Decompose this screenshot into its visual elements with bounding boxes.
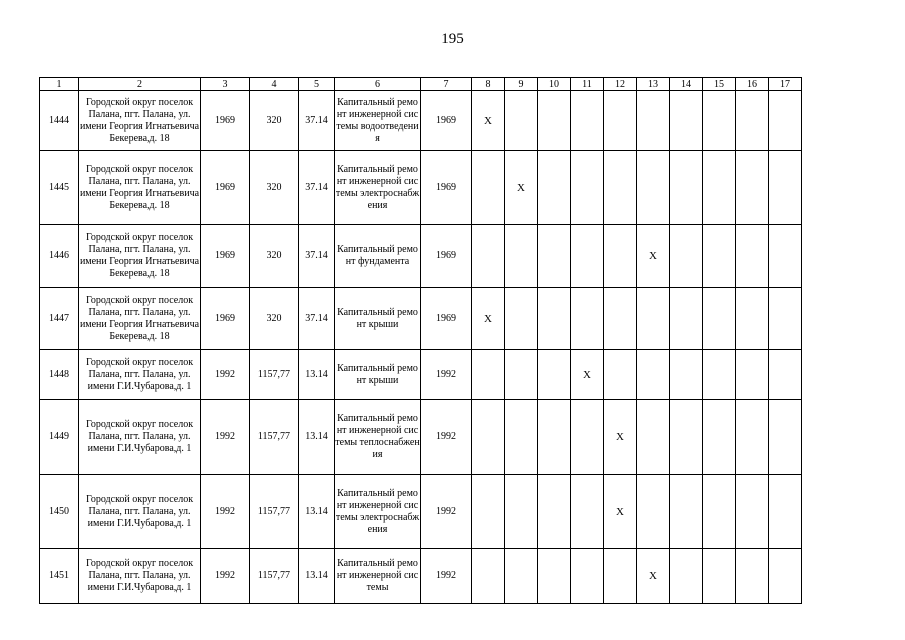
- empty-cell: [736, 225, 769, 288]
- empty-cell: [670, 151, 703, 225]
- area-cell: 320: [250, 225, 299, 288]
- area-cell: 320: [250, 91, 299, 151]
- empty-cell: [736, 288, 769, 350]
- empty-cell: [703, 350, 736, 400]
- mark-cell: X: [637, 549, 670, 604]
- empty-cell: [538, 288, 571, 350]
- data-table: [39, 77, 802, 604]
- work-type-cell: Капитальный ремонт инженерной системы водоотведения: [335, 91, 421, 151]
- empty-cell: [571, 549, 604, 604]
- empty-cell: [538, 549, 571, 604]
- empty-cell: [670, 350, 703, 400]
- column-header-17: 17: [769, 78, 802, 91]
- empty-cell: [637, 350, 670, 400]
- column-header-16: 16: [736, 78, 769, 91]
- empty-cell: [571, 288, 604, 350]
- empty-cell: [472, 549, 505, 604]
- empty-cell: [736, 350, 769, 400]
- empty-cell: [670, 475, 703, 549]
- table-row: [40, 400, 802, 475]
- table-body: [40, 78, 802, 604]
- empty-cell: [472, 225, 505, 288]
- empty-cell: [637, 91, 670, 151]
- empty-cell: [571, 151, 604, 225]
- area-cell: 320: [250, 288, 299, 350]
- empty-cell: [637, 400, 670, 475]
- row-id: 1445: [40, 151, 79, 225]
- empty-cell: [505, 475, 538, 549]
- year-built-cell: 1969: [201, 288, 250, 350]
- empty-cell: [769, 549, 802, 604]
- empty-cell: [538, 225, 571, 288]
- work-type-cell: Капитальный ремонт крыши: [335, 350, 421, 400]
- empty-cell: [604, 91, 637, 151]
- wear-cell: 37.14: [299, 288, 335, 350]
- address-cell: Городской округ поселок Палана, пгт. Палана, ул. имени Г.И.Чубарова,д. 1: [79, 475, 201, 549]
- address-cell: Городской округ поселок Палана, пгт. Палана, ул. имени Георгия Игнатьевича Бекерева,д. 18: [79, 91, 201, 151]
- empty-cell: [637, 151, 670, 225]
- empty-cell: [571, 400, 604, 475]
- empty-cell: [505, 350, 538, 400]
- address-cell: Городской округ поселок Палана, пгт. Палана, ул. имени Г.И.Чубарова,д. 1: [79, 350, 201, 400]
- empty-cell: [703, 549, 736, 604]
- row-id: 1450: [40, 475, 79, 549]
- wear-cell: 37.14: [299, 225, 335, 288]
- empty-cell: [505, 400, 538, 475]
- empty-cell: [769, 91, 802, 151]
- empty-cell: [571, 225, 604, 288]
- column-header-4: 4: [250, 78, 299, 91]
- year-built-cell: 1992: [201, 400, 250, 475]
- empty-cell: [769, 400, 802, 475]
- empty-cell: [769, 225, 802, 288]
- table-header-row: [40, 78, 802, 91]
- empty-cell: [472, 151, 505, 225]
- empty-cell: [769, 475, 802, 549]
- empty-cell: [670, 91, 703, 151]
- table-row: [40, 151, 802, 225]
- empty-cell: [571, 91, 604, 151]
- area-cell: 1157,77: [250, 475, 299, 549]
- table-row: [40, 288, 802, 350]
- address-cell: Городской округ поселок Палана, пгт. Палана, ул. имени Георгия Игнатьевича Бекерева,д. 18: [79, 151, 201, 225]
- row-id: 1451: [40, 549, 79, 604]
- column-header-3: 3: [201, 78, 250, 91]
- empty-cell: [769, 288, 802, 350]
- empty-cell: [769, 151, 802, 225]
- year-cell: 1969: [421, 151, 472, 225]
- empty-cell: [604, 549, 637, 604]
- address-cell: Городской округ поселок Палана, пгт. Палана, ул. имени Г.И.Чубарова,д. 1: [79, 549, 201, 604]
- year-built-cell: 1992: [201, 549, 250, 604]
- empty-cell: [736, 549, 769, 604]
- year-built-cell: 1992: [201, 350, 250, 400]
- empty-cell: [505, 549, 538, 604]
- year-cell: 1992: [421, 549, 472, 604]
- mark-cell: X: [472, 288, 505, 350]
- area-cell: 1157,77: [250, 549, 299, 604]
- empty-cell: [703, 225, 736, 288]
- work-type-cell: Капитальный ремонт инженерной системы электроснабжения: [335, 151, 421, 225]
- year-built-cell: 1969: [201, 91, 250, 151]
- table-row: [40, 549, 802, 604]
- year-cell: 1992: [421, 350, 472, 400]
- empty-cell: [769, 350, 802, 400]
- work-type-cell: Капитальный ремонт инженерной системы электроснабжения: [335, 475, 421, 549]
- table-row: [40, 91, 802, 151]
- year-cell: 1969: [421, 288, 472, 350]
- empty-cell: [670, 288, 703, 350]
- mark-cell: X: [637, 225, 670, 288]
- address-cell: Городской округ поселок Палана, пгт. Палана, ул. имени Георгия Игнатьевича Бекерева,д. 18: [79, 225, 201, 288]
- page-number: 195: [441, 31, 464, 47]
- empty-cell: [472, 400, 505, 475]
- work-type-cell: Капитальный ремонт крыши: [335, 288, 421, 350]
- empty-cell: [670, 549, 703, 604]
- empty-cell: [571, 475, 604, 549]
- empty-cell: [703, 475, 736, 549]
- mark-cell: X: [571, 350, 604, 400]
- empty-cell: [637, 475, 670, 549]
- column-header-13: 13: [637, 78, 670, 91]
- column-header-14: 14: [670, 78, 703, 91]
- empty-cell: [604, 350, 637, 400]
- column-header-7: 7: [421, 78, 472, 91]
- year-cell: 1992: [421, 400, 472, 475]
- empty-cell: [736, 400, 769, 475]
- row-id: 1446: [40, 225, 79, 288]
- mark-cell: X: [604, 400, 637, 475]
- empty-cell: [538, 350, 571, 400]
- year-cell: 1992: [421, 475, 472, 549]
- area-cell: 1157,77: [250, 400, 299, 475]
- column-header-9: 9: [505, 78, 538, 91]
- wear-cell: 13.14: [299, 549, 335, 604]
- empty-cell: [538, 91, 571, 151]
- empty-cell: [670, 400, 703, 475]
- empty-cell: [505, 288, 538, 350]
- year-built-cell: 1992: [201, 475, 250, 549]
- address-cell: Городской округ поселок Палана, пгт. Палана, ул. имени Г.И.Чубарова,д. 1: [79, 400, 201, 475]
- work-type-cell: Капитальный ремонт инженерной системы: [335, 549, 421, 604]
- wear-cell: 13.14: [299, 400, 335, 475]
- empty-cell: [472, 475, 505, 549]
- table-row: [40, 475, 802, 549]
- row-id: 1449: [40, 400, 79, 475]
- empty-cell: [538, 400, 571, 475]
- empty-cell: [736, 91, 769, 151]
- column-header-12: 12: [604, 78, 637, 91]
- row-id: 1448: [40, 350, 79, 400]
- empty-cell: [604, 151, 637, 225]
- mark-cell: X: [505, 151, 538, 225]
- empty-cell: [637, 288, 670, 350]
- empty-cell: [505, 91, 538, 151]
- address-cell: Городской округ поселок Палана, пгт. Палана, ул. имени Георгия Игнатьевича Бекерева,д. 18: [79, 288, 201, 350]
- area-cell: 1157,77: [250, 350, 299, 400]
- empty-cell: [736, 151, 769, 225]
- empty-cell: [538, 151, 571, 225]
- empty-cell: [505, 225, 538, 288]
- wear-cell: 37.14: [299, 151, 335, 225]
- year-built-cell: 1969: [201, 225, 250, 288]
- year-cell: 1969: [421, 225, 472, 288]
- empty-cell: [538, 475, 571, 549]
- area-cell: 320: [250, 151, 299, 225]
- wear-cell: 13.14: [299, 475, 335, 549]
- empty-cell: [604, 225, 637, 288]
- year-built-cell: 1969: [201, 151, 250, 225]
- wear-cell: 13.14: [299, 350, 335, 400]
- column-header-5: 5: [299, 78, 335, 91]
- empty-cell: [703, 288, 736, 350]
- empty-cell: [670, 225, 703, 288]
- column-header-10: 10: [538, 78, 571, 91]
- row-id: 1444: [40, 91, 79, 151]
- empty-cell: [703, 400, 736, 475]
- mark-cell: X: [604, 475, 637, 549]
- work-type-cell: Капитальный ремонт фундамента: [335, 225, 421, 288]
- table-row: [40, 225, 802, 288]
- empty-cell: [703, 151, 736, 225]
- year-cell: 1969: [421, 91, 472, 151]
- column-header-11: 11: [571, 78, 604, 91]
- column-header-6: 6: [335, 78, 421, 91]
- column-header-1: 1: [40, 78, 79, 91]
- mark-cell: X: [472, 91, 505, 151]
- empty-cell: [472, 350, 505, 400]
- column-header-15: 15: [703, 78, 736, 91]
- column-header-2: 2: [79, 78, 201, 91]
- empty-cell: [736, 475, 769, 549]
- wear-cell: 37.14: [299, 91, 335, 151]
- row-id: 1447: [40, 288, 79, 350]
- empty-cell: [604, 288, 637, 350]
- empty-cell: [703, 91, 736, 151]
- column-header-8: 8: [472, 78, 505, 91]
- work-type-cell: Капитальный ремонт инженерной системы теплоснабжения: [335, 400, 421, 475]
- table-row: [40, 350, 802, 400]
